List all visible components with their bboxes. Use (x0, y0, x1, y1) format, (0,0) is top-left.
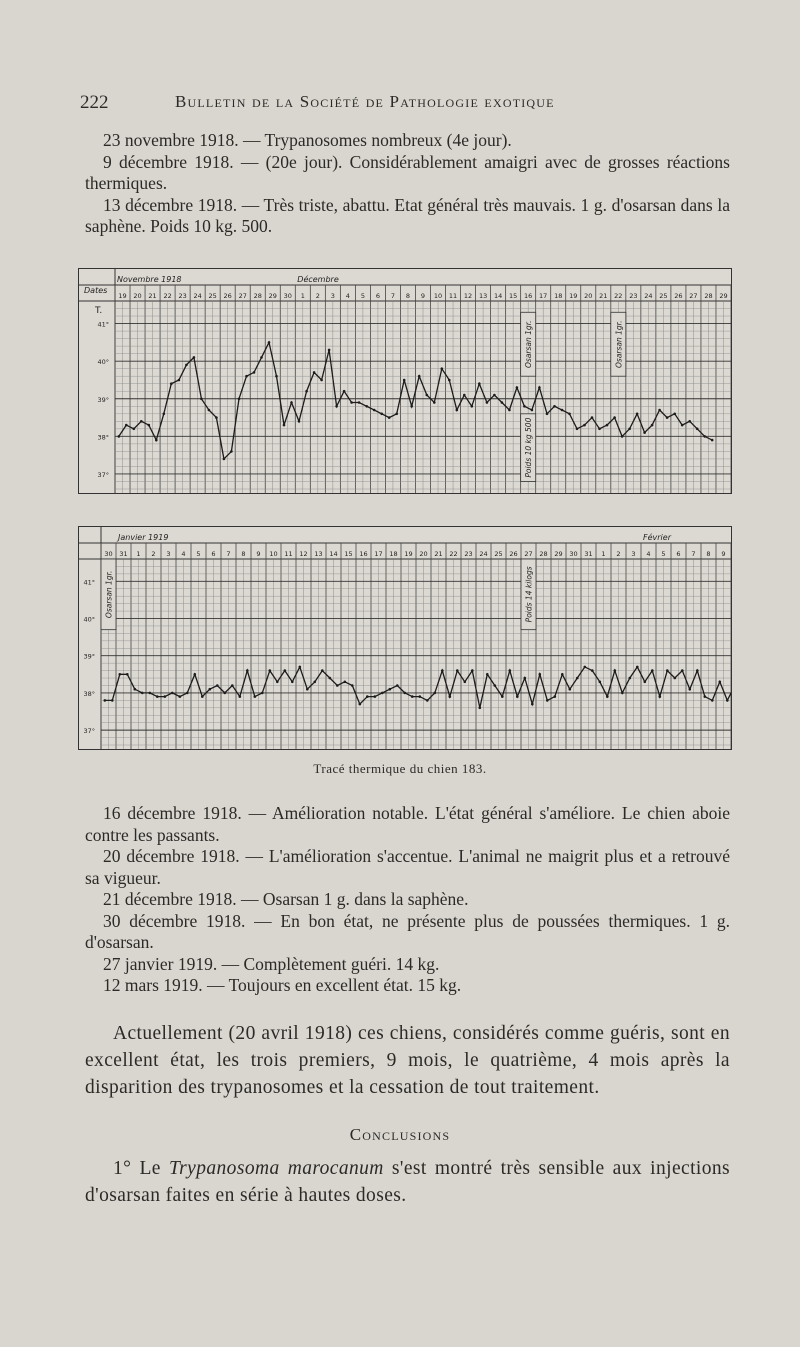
day-tick-label: 27 (524, 550, 533, 558)
day-tick-label: 29 (268, 292, 277, 300)
journal-title: Bulletin de la Société de Pathologie exotique (175, 92, 555, 111)
temperature-point (621, 435, 624, 438)
temperature-point (268, 341, 271, 344)
temperature-point (493, 394, 496, 397)
temperature-point (433, 401, 436, 404)
day-tick-label: 4 (181, 550, 186, 558)
temperature-point (170, 382, 173, 385)
temperature-point (681, 669, 684, 672)
temperature-point (494, 684, 497, 687)
temperature-point (486, 401, 489, 404)
day-tick-label: 18 (554, 292, 563, 300)
temperature-point (523, 405, 526, 408)
temperature-point (584, 666, 587, 669)
temperature-point (140, 420, 143, 423)
temperature-point (644, 681, 647, 684)
y-tick-label: 38° (97, 433, 109, 442)
temperature-point (598, 428, 601, 431)
temperature-point (569, 688, 572, 691)
day-tick-label: 19 (404, 550, 413, 558)
day-tick-label: 8 (405, 292, 411, 300)
temperature-point (335, 405, 338, 408)
temperature-point (471, 405, 474, 408)
temperature-point (395, 413, 398, 416)
temperature-point (568, 413, 571, 416)
temperature-point (261, 692, 264, 695)
day-tick-label: 10 (269, 550, 278, 558)
day-tick-label: 17 (539, 292, 548, 300)
temperature-point (230, 450, 233, 453)
temperature-point (314, 681, 317, 684)
day-tick-label: 2 (616, 550, 621, 558)
temperature-point (606, 424, 609, 427)
temperature-point (704, 695, 707, 698)
body-text (85, 1020, 730, 1101)
temperature-point (299, 666, 302, 669)
temperature-point (629, 677, 632, 680)
temperature-point (298, 420, 301, 423)
temperature-point (148, 424, 151, 427)
day-tick-label: 3 (166, 550, 171, 558)
temperature-point (478, 382, 481, 385)
species-name: Trypanosoma marocanum (169, 1158, 384, 1179)
note-paragraph: 12 mars 1919. — Toujours en excellent état. 15 kg. (103, 975, 462, 995)
temperature-point (118, 435, 121, 438)
y-tick-label: 41° (97, 320, 109, 329)
page-number: 222 (80, 92, 109, 113)
day-tick-label: 5 (360, 292, 365, 300)
day-tick-label: 6 (676, 550, 681, 558)
temperature-point (674, 677, 677, 680)
day-tick-label: 31 (584, 550, 593, 558)
day-tick-label: 22 (449, 550, 458, 558)
temperature-point (658, 409, 661, 412)
note-paragraph: 20 décembre 1918. — L'amélioration s'accentue. L'animal ne maigrit plus et a retrouvé sa vigueur. (85, 846, 730, 888)
temperature-point (239, 695, 242, 698)
temperature-point (689, 688, 692, 691)
day-tick-label: 24 (193, 292, 202, 300)
day-tick-label: 29 (719, 292, 728, 300)
day-tick-label: 21 (148, 292, 157, 300)
day-tick-label: 4 (345, 292, 350, 300)
temperature-point (561, 673, 564, 676)
y-tick-label: 39° (83, 652, 95, 661)
temperature-point (178, 379, 181, 382)
temperature-point (365, 405, 368, 408)
temperature-point (284, 669, 287, 672)
temperature-point (209, 688, 212, 691)
day-tick-label: 18 (389, 550, 398, 558)
temperature-point (673, 413, 676, 416)
day-tick-label: 8 (241, 550, 246, 558)
day-tick-label: 6 (211, 550, 216, 558)
day-tick-label: 27 (689, 292, 698, 300)
conclusion-prefix: 1° Le (113, 1158, 170, 1179)
temperature-point (651, 424, 654, 427)
temperature-point (410, 405, 413, 408)
case-notes-bottom (85, 803, 730, 997)
y-tick-label: 39° (97, 395, 109, 404)
temperature-point (591, 669, 594, 672)
day-tick-label: 1 (136, 550, 141, 558)
temperature-point (666, 669, 669, 672)
temperature-point (553, 405, 556, 408)
temperature-point (516, 386, 519, 389)
day-tick-label: 1 (601, 550, 606, 558)
annotation-label: Poids 10 kg 500 (524, 417, 534, 478)
day-tick-label: 30 (104, 550, 113, 558)
temperature-point (576, 677, 579, 680)
temperature-point (726, 699, 729, 702)
temperature-point (501, 401, 504, 404)
temperature-point (224, 692, 227, 695)
temperature-point (621, 692, 624, 695)
temperature-point (275, 375, 278, 378)
temperature-point (449, 695, 452, 698)
month-label: Décembre (297, 275, 339, 284)
temperature-point (434, 692, 437, 695)
day-tick-label: 28 (539, 550, 548, 558)
day-tick-label: 11 (448, 292, 458, 300)
temperature-point (260, 356, 263, 359)
day-tick-label: 14 (329, 550, 338, 558)
y-tick-label: 37° (83, 727, 95, 736)
temperature-point (163, 413, 166, 416)
temperature-point (276, 681, 279, 684)
temperature-point (441, 669, 444, 672)
day-tick-label: 20 (133, 292, 142, 300)
day-tick-label: 20 (419, 550, 428, 558)
temperature-point (380, 413, 383, 416)
temperature-point (456, 409, 459, 412)
temperature-point (538, 386, 541, 389)
annotation-label: Osarsan 1gr. (104, 570, 114, 619)
temperature-point (164, 695, 167, 698)
temperature-point (636, 666, 639, 669)
temperature-point (554, 695, 557, 698)
temperature-point (305, 390, 308, 393)
temperature-point (186, 692, 189, 695)
temperature-point (396, 684, 399, 687)
day-tick-label: 22 (614, 292, 623, 300)
temperature-point (419, 695, 422, 698)
temperature-line (105, 667, 731, 708)
temperature-point (149, 692, 152, 695)
figure-caption: Tracé thermique du chien 183. (313, 761, 487, 776)
temperature-point (201, 695, 204, 698)
body-paragraph: Actuellement (20 avril 1918) ces chiens, considérés comme guéris, sont en excellent état, les trois premiers, 9 mois, le quatrième, 4 mois après la disparition des trypanosomes et la cessation de tout traitement. (85, 1023, 730, 1098)
day-tick-label: 22 (163, 292, 172, 300)
temperature-point (253, 371, 256, 374)
conclusion-suffix: s'est montré très sensible aux injections d'osarsan faites en série à hautes doses. (85, 1158, 730, 1206)
temperature-point (426, 394, 429, 397)
temperature-chart-2 (78, 526, 732, 750)
temperature-point (329, 677, 332, 680)
note-paragraph: 23 novembre 1918. — Trypanosomes nombreux (4e jour). (103, 130, 512, 150)
day-tick-label: 13 (314, 550, 323, 558)
temperature-point (185, 364, 188, 367)
temperature-point (155, 439, 158, 442)
annotation-label: Poids 14 kilogs (524, 566, 534, 623)
month-label: Janvier 1919 (118, 533, 169, 542)
temperature-point (328, 349, 331, 352)
temperature-point (291, 681, 294, 684)
temperature-point (269, 669, 272, 672)
temperature-point (283, 424, 286, 427)
temperature-point (381, 692, 384, 695)
temperature-point (441, 367, 444, 370)
temperature-point (636, 413, 639, 416)
day-tick-label: 10 (433, 292, 443, 300)
day-tick-label: 2 (315, 292, 320, 300)
day-tick-label: 29 (554, 550, 563, 558)
day-tick-label: 13 (478, 292, 488, 300)
day-tick-label: 19 (569, 292, 578, 300)
temperature-point (313, 371, 316, 374)
temperature-chart-1-svg (79, 269, 731, 493)
temperature-point (320, 379, 323, 382)
temperature-point (539, 673, 542, 676)
y-tick-label: 37° (97, 470, 109, 479)
temperature-point (358, 401, 361, 404)
temperature-point (193, 356, 196, 359)
month-label: Février (643, 533, 671, 542)
temperature-point (200, 398, 203, 401)
temperature-point (426, 699, 429, 702)
day-tick-label: 28 (253, 292, 262, 300)
temperature-point (156, 695, 159, 698)
temperature-point (464, 681, 467, 684)
temperature-point (374, 695, 377, 698)
temperature-point (501, 695, 504, 698)
temperature-point (643, 431, 646, 434)
conclusion-paragraph (85, 1155, 730, 1209)
temperature-point (126, 673, 129, 676)
day-tick-label: 27 (238, 292, 247, 300)
temperature-chart-1 (78, 268, 732, 494)
temperature-point (531, 409, 534, 412)
temperature-point (613, 416, 616, 419)
y-axis-label: T. (95, 306, 103, 316)
temperature-point (561, 409, 564, 412)
day-tick-label: 20 (584, 292, 593, 300)
day-tick-label: 7 (691, 550, 696, 558)
day-tick-label: 24 (479, 550, 488, 558)
day-tick-label: 25 (659, 292, 668, 300)
temperature-point (216, 684, 219, 687)
temperature-point (359, 703, 362, 706)
month-label: Novembre 1918 (117, 275, 182, 284)
temperature-point (531, 703, 534, 706)
day-tick-label: 28 (704, 292, 713, 300)
day-tick-label: 4 (646, 550, 651, 558)
temperature-point (711, 699, 714, 702)
temperature-point (479, 707, 482, 710)
temperature-point (238, 398, 241, 401)
temperature-point (194, 673, 197, 676)
temperature-point (389, 688, 392, 691)
temperature-point (418, 375, 421, 378)
day-tick-label: 11 (284, 550, 293, 558)
temperature-point (321, 669, 324, 672)
temperature-point (681, 424, 684, 427)
temperature-point (411, 695, 414, 698)
temperature-point (215, 416, 218, 419)
temperature-point (254, 695, 257, 698)
day-tick-label: 6 (375, 292, 380, 300)
day-tick-label: 26 (509, 550, 518, 558)
temperature-point (404, 692, 407, 695)
temperature-point (456, 669, 459, 672)
temperature-point (696, 428, 699, 431)
temperature-chart-2-svg (79, 527, 731, 749)
day-tick-label: 30 (283, 292, 292, 300)
temperature-point (373, 409, 376, 412)
temperature-point (471, 669, 474, 672)
temperature-point (290, 401, 293, 404)
temperature-point (208, 409, 211, 412)
temperature-point (306, 688, 309, 691)
temperature-point (524, 677, 527, 680)
day-tick-label: 24 (644, 292, 653, 300)
day-tick-label: 23 (464, 550, 473, 558)
day-tick-label: 31 (119, 550, 128, 558)
temperature-point (599, 681, 602, 684)
temperature-point (719, 681, 722, 684)
y-tick-label: 38° (83, 689, 95, 698)
temperature-point (134, 688, 137, 691)
temperature-point (246, 669, 249, 672)
note-paragraph: 13 décembre 1918. — Très triste, abattu. Etat général très mauvais. 1 g. d'osarsan dans la saphène. Poids 10 kg. 500. (85, 194, 730, 236)
day-tick-label: 16 (524, 292, 533, 300)
temperature-point (231, 684, 234, 687)
temperature-point (448, 379, 451, 382)
temperature-point (336, 684, 339, 687)
running-header (80, 92, 730, 116)
temperature-point (366, 695, 369, 698)
temperature-point (486, 673, 489, 676)
temperature-point (388, 416, 391, 419)
day-tick-label: 23 (178, 292, 187, 300)
day-tick-label: 2 (151, 550, 156, 558)
day-tick-label: 9 (420, 292, 426, 300)
day-tick-label: 9 (256, 550, 261, 558)
y-tick-label: 40° (97, 358, 109, 367)
temperature-point (659, 695, 662, 698)
temperature-point (350, 401, 353, 404)
temperature-point (688, 420, 691, 423)
temperature-point (606, 695, 609, 698)
temperature-point (403, 379, 406, 382)
temperature-point (104, 699, 107, 702)
day-tick-label: 3 (330, 292, 335, 300)
temperature-point (703, 435, 706, 438)
temperature-point (614, 669, 617, 672)
temperature-point (179, 695, 182, 698)
day-tick-label: 19 (118, 292, 127, 300)
note-paragraph: 9 décembre 1918. — (20e jour). Considérablement amaigri avec de grosses réactions thermiques. (85, 151, 730, 193)
day-tick-label: 15 (509, 292, 518, 300)
temperature-point (111, 699, 114, 702)
temperature-point (651, 669, 654, 672)
temperature-point (509, 669, 512, 672)
day-tick-label: 25 (494, 550, 503, 558)
day-tick-label: 16 (359, 550, 368, 558)
temperature-point (583, 424, 586, 427)
note-paragraph: 16 décembre 1918. — Amélioration notable. L'état général s'améliore. Le chien aboie contre les passants. (85, 803, 730, 845)
temperature-point (463, 394, 466, 397)
temperature-point (343, 390, 346, 393)
conclusions-heading: Conclusions (349, 1125, 451, 1144)
day-tick-label: 30 (569, 550, 578, 558)
day-tick-label: 26 (223, 292, 232, 300)
temperature-point (245, 375, 248, 378)
temperature-point (591, 416, 594, 419)
temperature-point (546, 413, 549, 416)
day-tick-label: 21 (434, 550, 443, 558)
temperature-point (119, 673, 122, 676)
annotation-label: Osarsan 1gr. (614, 320, 624, 368)
temperature-point (125, 424, 128, 427)
day-tick-label: 1 (300, 292, 305, 300)
day-tick-label: 5 (661, 550, 666, 558)
temperature-point (576, 428, 579, 431)
day-tick-label: 7 (390, 292, 396, 300)
day-tick-label: 7 (226, 550, 231, 558)
y-tick-label: 41° (83, 578, 95, 587)
case-notes-top (85, 130, 730, 238)
temperature-point (711, 439, 714, 442)
temperature-point (141, 692, 144, 695)
day-tick-label: 21 (599, 292, 608, 300)
note-paragraph: 21 décembre 1918. — Osarsan 1 g. dans la saphène. (103, 889, 469, 909)
conclusion-1 (85, 1155, 730, 1209)
annotation-label: Osarsan 1gr. (524, 320, 534, 368)
temperature-point (133, 428, 136, 431)
day-tick-label: 15 (344, 550, 353, 558)
temperature-point (696, 669, 699, 672)
temperature-point (344, 681, 347, 684)
day-tick-label: 14 (493, 292, 503, 300)
day-tick-label: 12 (463, 292, 473, 300)
y-tick-label: 40° (83, 615, 95, 624)
temperature-point (666, 416, 669, 419)
day-tick-label: 25 (208, 292, 217, 300)
temperature-point (223, 458, 226, 461)
day-tick-label: 26 (674, 292, 683, 300)
day-tick-label: 12 (299, 550, 308, 558)
day-tick-label: 17 (374, 550, 383, 558)
temperature-point (546, 699, 549, 702)
day-tick-label: 8 (706, 550, 711, 558)
day-tick-label: 9 (721, 550, 726, 558)
note-paragraph: 27 janvier 1919. — Complètement guéri. 14 kg. (103, 953, 440, 974)
temperature-point (508, 409, 511, 412)
day-tick-label: 23 (629, 292, 638, 300)
day-tick-label: 5 (196, 550, 201, 558)
day-tick-label: 3 (631, 550, 636, 558)
row-label-dates: Dates (84, 286, 108, 295)
temperature-point (351, 684, 354, 687)
temperature-point (628, 428, 631, 431)
note-paragraph: 30 décembre 1918. — En bon état, ne présente plus de poussées thermiques. 1 g. d'osarsan. (85, 910, 730, 952)
temperature-point (516, 695, 519, 698)
temperature-point (171, 692, 174, 695)
